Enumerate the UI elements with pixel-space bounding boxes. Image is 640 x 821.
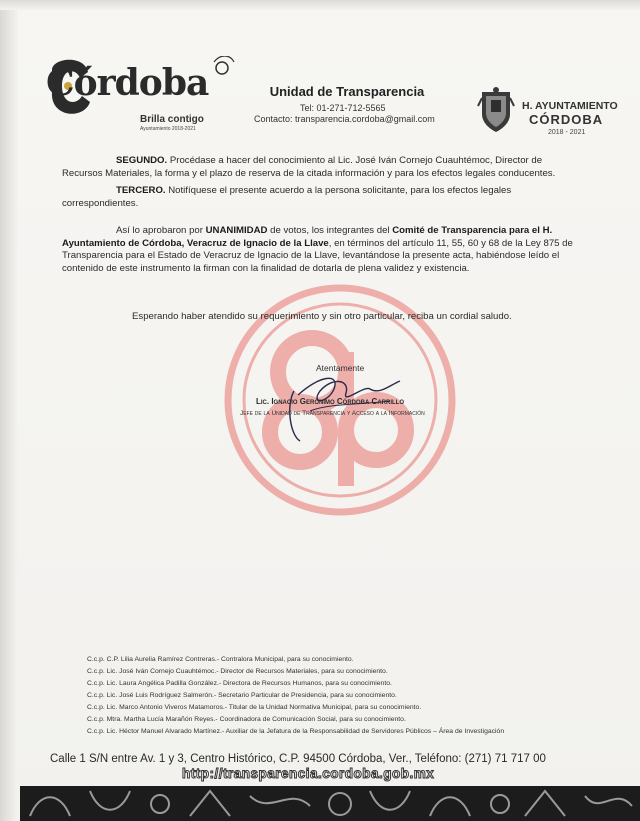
tercero-text: Notifíquese el presente acuerdo a la persona solicitante, para los efectos legales correspondientes. bbox=[62, 185, 512, 209]
ccp-line: C.c.p. Mtra. Martha Lucía Marañón Reyes.- Coordinadora de Comunicación Social, para su conocimiento. bbox=[87, 716, 406, 723]
band-pattern-icon bbox=[20, 786, 640, 821]
aprob-comite: Comité de Transparencia para el H. Ayuntamiento de Córdoba, Veracruz de Ignacio de la Llave bbox=[62, 225, 553, 249]
ccp-line: C.c.p. Lic. Laura Angélica Padilla González.- Directora de Recursos Humanos, para su conocimiento. bbox=[87, 680, 392, 687]
signer-position: Jefe de la Unidad de Transparencia y Acceso a la Información bbox=[240, 410, 425, 417]
aprob-text-c: de votos, los integrantes del bbox=[267, 225, 393, 236]
municipal-crest-icon bbox=[476, 86, 516, 134]
ayuntamiento-label: H. AYUNTAMIENTO bbox=[522, 100, 618, 112]
page-shadow-top bbox=[0, 0, 640, 10]
footer-address: Calle 1 S/N entre Av. 1 y 3, Centro Histórico, C.P. 94500 Córdoba, Ver., Teléfono: (271) 71 717 00 bbox=[50, 753, 546, 765]
ccp-line: C.c.p. C.P. Lilia Aurelia Ramírez Contreras.- Contralora Municipal, para su conocimiento. bbox=[87, 656, 354, 663]
header-contact: Contacto: transparencia.cordoba@gmail.com bbox=[254, 114, 435, 124]
header-phone: Tel: 01-271-712-5565 bbox=[300, 103, 386, 113]
page-shadow-left bbox=[0, 0, 18, 821]
tercero-label: TERCERO. bbox=[116, 185, 166, 196]
ccp-line: C.c.p. Lic. Marco Antonio Viveros Matamoros.- Titular de la Unidad Normativa Municipal, para su conocimiento. bbox=[87, 704, 422, 711]
footer-decorative-band bbox=[20, 786, 640, 821]
aprob-text-e: , en términos del artículo 11, 55, 60 y 68 de la Ley 875 de Transparencia para el Estado de Veracruz de Ignacio de la Llave, levantándose la presente acta, habiéndose leído el contenido de este instrumento la firman con la finalidad de dotarla de plena validez y existencia. bbox=[62, 237, 573, 274]
signer-name: Lic. Ignacio Gerónimo Córdoba Carrillo bbox=[256, 397, 404, 406]
ayuntamiento-city: CÓRDOBA bbox=[529, 112, 604, 127]
logo-tagline: Brilla contigo bbox=[140, 114, 204, 125]
segundo-text: Procédase a hacer del conocimiento al Lic. José Iván Cornejo Cuauhtémoc, Director de Recursos Materiales, la forma y el plazo de reserva de la citada información y para los efectos legales conducentes. bbox=[62, 155, 556, 179]
ayuntamiento-period: 2018 - 2021 bbox=[548, 129, 586, 136]
paragraph-segundo bbox=[62, 155, 578, 180]
paragraph-saludo: Esperando haber atendido su requerimiento y sin otro particular, reciba un cordial saludo. bbox=[132, 311, 512, 322]
segundo-label: SEGUNDO. bbox=[116, 155, 168, 166]
aprob-unanimidad: UNANIMIDAD bbox=[205, 225, 268, 236]
ccp-line: C.c.p. Lic. Héctor Manuel Alvarado Martínez.- Auxiliar de la Jefatura de la Responsabilidad de Servidores Públicos – Área de Investigación bbox=[87, 728, 505, 735]
paragraph-tercero bbox=[62, 185, 578, 210]
logo-word: Córdoba bbox=[46, 62, 209, 104]
paragraph-aprobacion bbox=[62, 225, 578, 275]
ccp-line: C.c.p. Lic. José Iván Cornejo Cuauhtémoc.- Director de Recursos Materiales, para su conocimiento. bbox=[87, 668, 388, 675]
header-title: Unidad de Transparencia bbox=[269, 84, 425, 99]
logo-period: Ayuntamiento 2018-2021 bbox=[140, 126, 196, 132]
closing-atentamente: Atentamente bbox=[316, 363, 365, 373]
aprob-text-a: Así lo aprobaron por bbox=[116, 225, 206, 236]
ccp-line: C.c.p. Lic. José Luis Rodríguez Salmerón.- Secretario Particular de Presidencia, para su conocimiento. bbox=[87, 692, 397, 699]
footer-url-link[interactable]: http://transparencia.cordoba.gob.mx bbox=[182, 766, 435, 781]
